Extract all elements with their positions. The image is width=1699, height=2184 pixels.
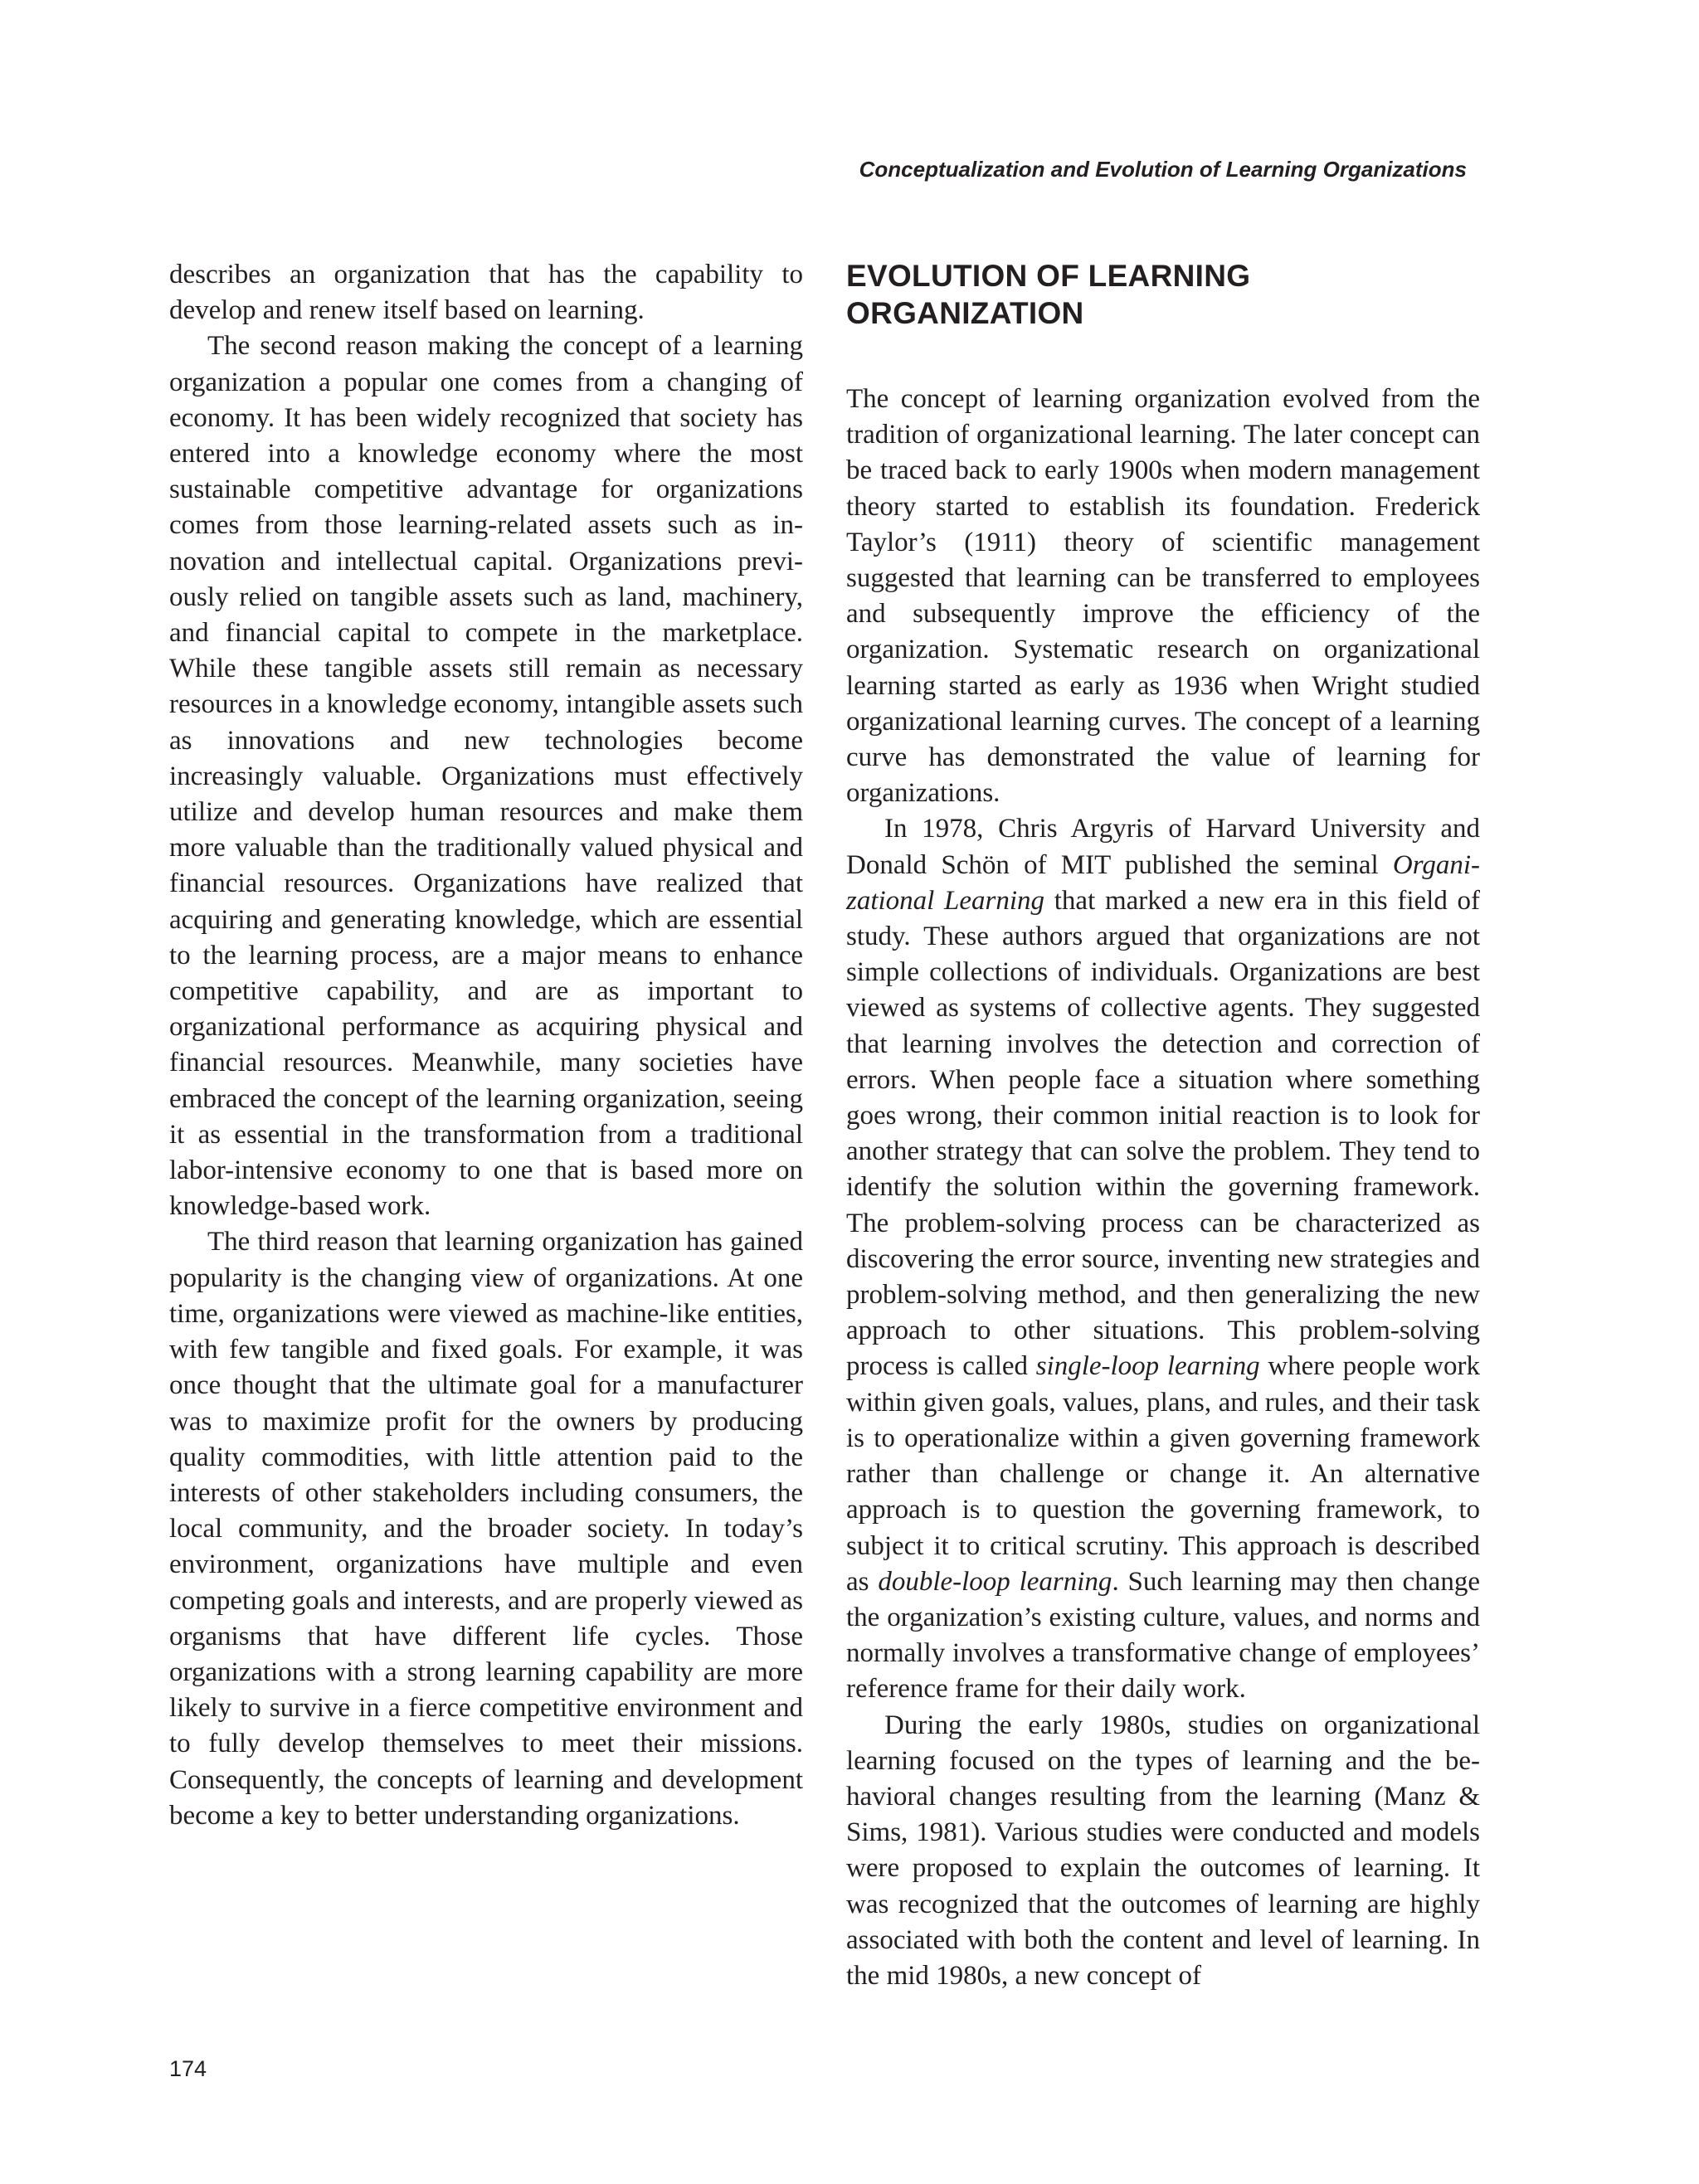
section-heading-line: EVOLUTION OF LEARNING (846, 259, 1251, 293)
page-number: 174 (169, 2056, 207, 2081)
term-double-loop: double-loop learning (878, 1566, 1112, 1597)
text-run: where people work within given goals, values, plans, and rules, and their task is to operationalize within a given governing framework rather than challenge or change it. An alternative approach is to question the governing framework, to subject it to critical scrutiny. This approach is described as (846, 1351, 1481, 1597)
text-run: . Such learning may then change the organization’s existing culture, values, and norms and normally involves a transformative change of employees’ reference frame for their daily work. (846, 1566, 1480, 1705)
section-heading-line: ORGANIZATION (846, 296, 1084, 330)
text-run: In 1978, Chris Argyris of Harvard University and Donald Schön of MIT published the seminal (846, 814, 1480, 880)
paragraph: The concept of learning organization evolved from the tradition of organizational learning. The later concept can be traced back to early 1900s when modern management theory started to establish its foundation. Frederick Taylor’s (1911) theory of scientific management suggested that learning can be transferred to employees and subsequently improve the efficiency of the organization. Systematic research on organizational learning started as early as 1936 when Wright studied organizational learning curves. The concept of a learning curve has demonstrated the value of learning for organizations. (846, 384, 1480, 809)
running-header: Conceptualization and Evolution of Learning Organizations (859, 157, 1467, 182)
paragraph (846, 811, 1480, 1707)
section-heading (846, 257, 1480, 332)
right-column (846, 257, 1480, 1994)
paragraph: describes an organization that has the capability to develop and renew itself based on learning. (169, 260, 803, 326)
paragraph: The third reason that learning organization has gained popularity is the changing view of organizations. At one time, organizations were viewed as machine-like entities, with few tangible and fixed goals. For example, it was once thought that the ultimate goal for a manufacturer was to maximize profit for the owners by producing quality commodities, with little attention paid to the interests of other stakeholders including consumers, the local community, and the broader society. In today’s environment, organizations have multiple and even competing goals and interests, and are properly viewed as organisms that have different life cycles. Those organizations with a strong learning capability are more likely to survive in a fierce competitive environment and to fully develop themselves to meet their missions. Consequently, the concepts of learning and development become a key to better understanding organizations. (169, 1227, 803, 1831)
book-title: Organizational Learning (846, 849, 1480, 916)
term-single-loop: single-loop learning (1035, 1351, 1260, 1382)
paragraph: During the early 1980s, studies on organizational learning focused on the types of learning and the behavioral changes resulting from the learning (Manz & Sims, 1981). Various studies were conducted and models were proposed to explain the outcomes of learning. It was recognized that the outcomes of learning are highly associated with both the content and level of learning. In the mid 1980s, a new concept of (846, 1710, 1480, 1991)
paragraph: The second reason making the concept of a learning organization a popular one comes from a changing of economy. It has been widely recognized that society has entered into a knowledge economy where the most sustainable competitive advantage for organizations comes from those learning-related assets such as innovation and intellectual capital. Organizations previously relied on tangible assets such as land, machinery, and financial capital to compete in the marketplace. While these tangible assets still remain as necessary resources in a knowledge economy, intangible assets such as innovations and new technologies become increasingly valuable. Organizations must effectively utilize and develop human resources and make them more valuable than the traditionally valued physical and financial resources. Organizations have realized that acquiring and generating knowledge, which are essential to the learning process, are a major means to enhance competitive capability, and are as important to organizational performance as acquiring physical and financial resources. Meanwhile, many societies have embraced the concept of the learning organization, seeing it as essential in the transformation from a traditional labor-intensive economy to one that is based more on knowledge-based work. (169, 331, 803, 1222)
left-column (169, 257, 803, 1834)
text-run: that marked a new era in this field of study. These authors argued that organizations are not simple collections of individuals. Organizations are best viewed as systems of collective agents. They suggested that learning involves the detection and correction of errors. When people face a situation where something goes wrong, their common initial reaction is to look for another strategy that can solve the problem. They tend to identify the solution within the governing framework. The problem-solving process can be characterized as discovering the error source, inventing new strategies and problem-solving method, and then generalizing the new approach to other situations. This problem-solving process is called (846, 885, 1481, 1382)
